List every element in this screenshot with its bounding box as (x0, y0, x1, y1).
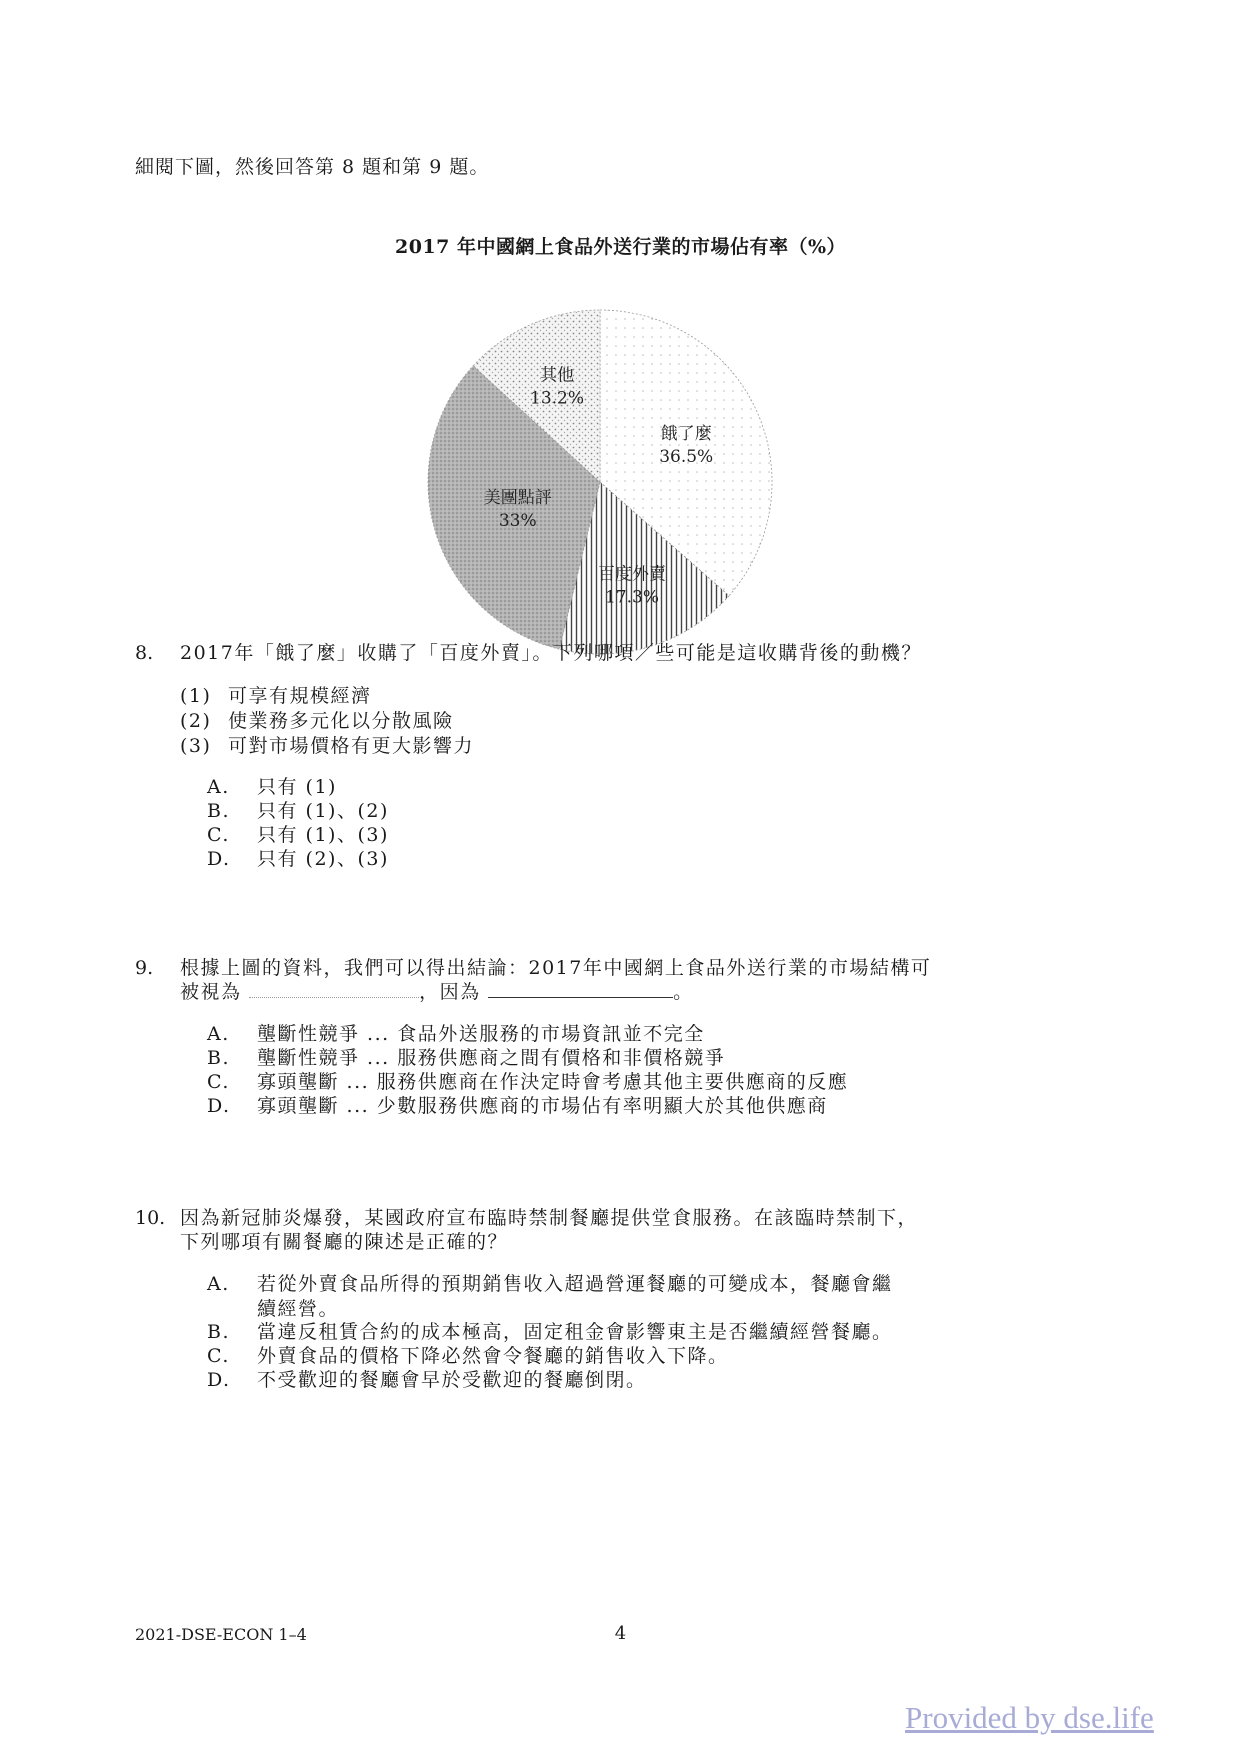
pie-slice-name-1: 餓了麼 (660, 424, 712, 445)
pie-chart (380, 272, 820, 692)
exam-code: 2021-DSE-ECON 1–4 (135, 1625, 307, 1644)
question-9-stem-line2: 被視為 ，因為 。 (180, 981, 694, 1003)
question-8-number: 8. (135, 642, 154, 664)
blank-1[interactable] (249, 979, 419, 998)
q8-statement-1: (1) 可享有規模經濟 (180, 685, 372, 707)
pie-slice-value-2: 17.3% (604, 587, 660, 608)
question-10-stem-line2: 下列哪項有關餐廳的陳述是正確的？ (180, 1231, 509, 1253)
chart-title: 2017 年中國網上食品外送行業的市場佔有率（%） (394, 236, 847, 258)
question-9-number: 9. (135, 957, 154, 979)
blank-2[interactable] (488, 979, 673, 998)
page-number: 4 (614, 1623, 627, 1644)
pie-slice-value-4: 13.2% (530, 388, 585, 409)
pie-slice-name-4: 其他 (540, 365, 575, 386)
q8-statement-2: (2) 使業務多元化以分散風險 (180, 710, 454, 732)
pie-slice-value-1: 36.5% (659, 447, 714, 468)
question-10-stem-line1: 因為新冠肺炎爆發，某國政府宣布臨時禁制餐廳提供堂食服務。在該臨時禁制下， (180, 1207, 919, 1229)
question-9-stem-line1: 根據上圖的資料，我們可以得出結論：2017年中國網上食品外送行業的市場結構可 (180, 957, 932, 979)
intro-instruction: 細閱下圖，然後回答第 8 題和第 9 題。 (135, 156, 490, 178)
pie-slice-name-2: 百度外賣 (597, 564, 666, 585)
question-8-stem: 2017年「餓了麼」收購了「百度外賣」。下列哪項／些可能是這收購背後的動機？ (180, 642, 922, 664)
question-10-number: 10. (135, 1207, 166, 1229)
pie-slice-value-3: 33% (498, 511, 537, 532)
pie-slice-name-3: 美團點評 (483, 488, 552, 509)
q8-statement-3: (3) 可對市場價格有更大影響力 (180, 735, 475, 757)
watermark-link[interactable]: Provided by dse.life (905, 1700, 1154, 1735)
